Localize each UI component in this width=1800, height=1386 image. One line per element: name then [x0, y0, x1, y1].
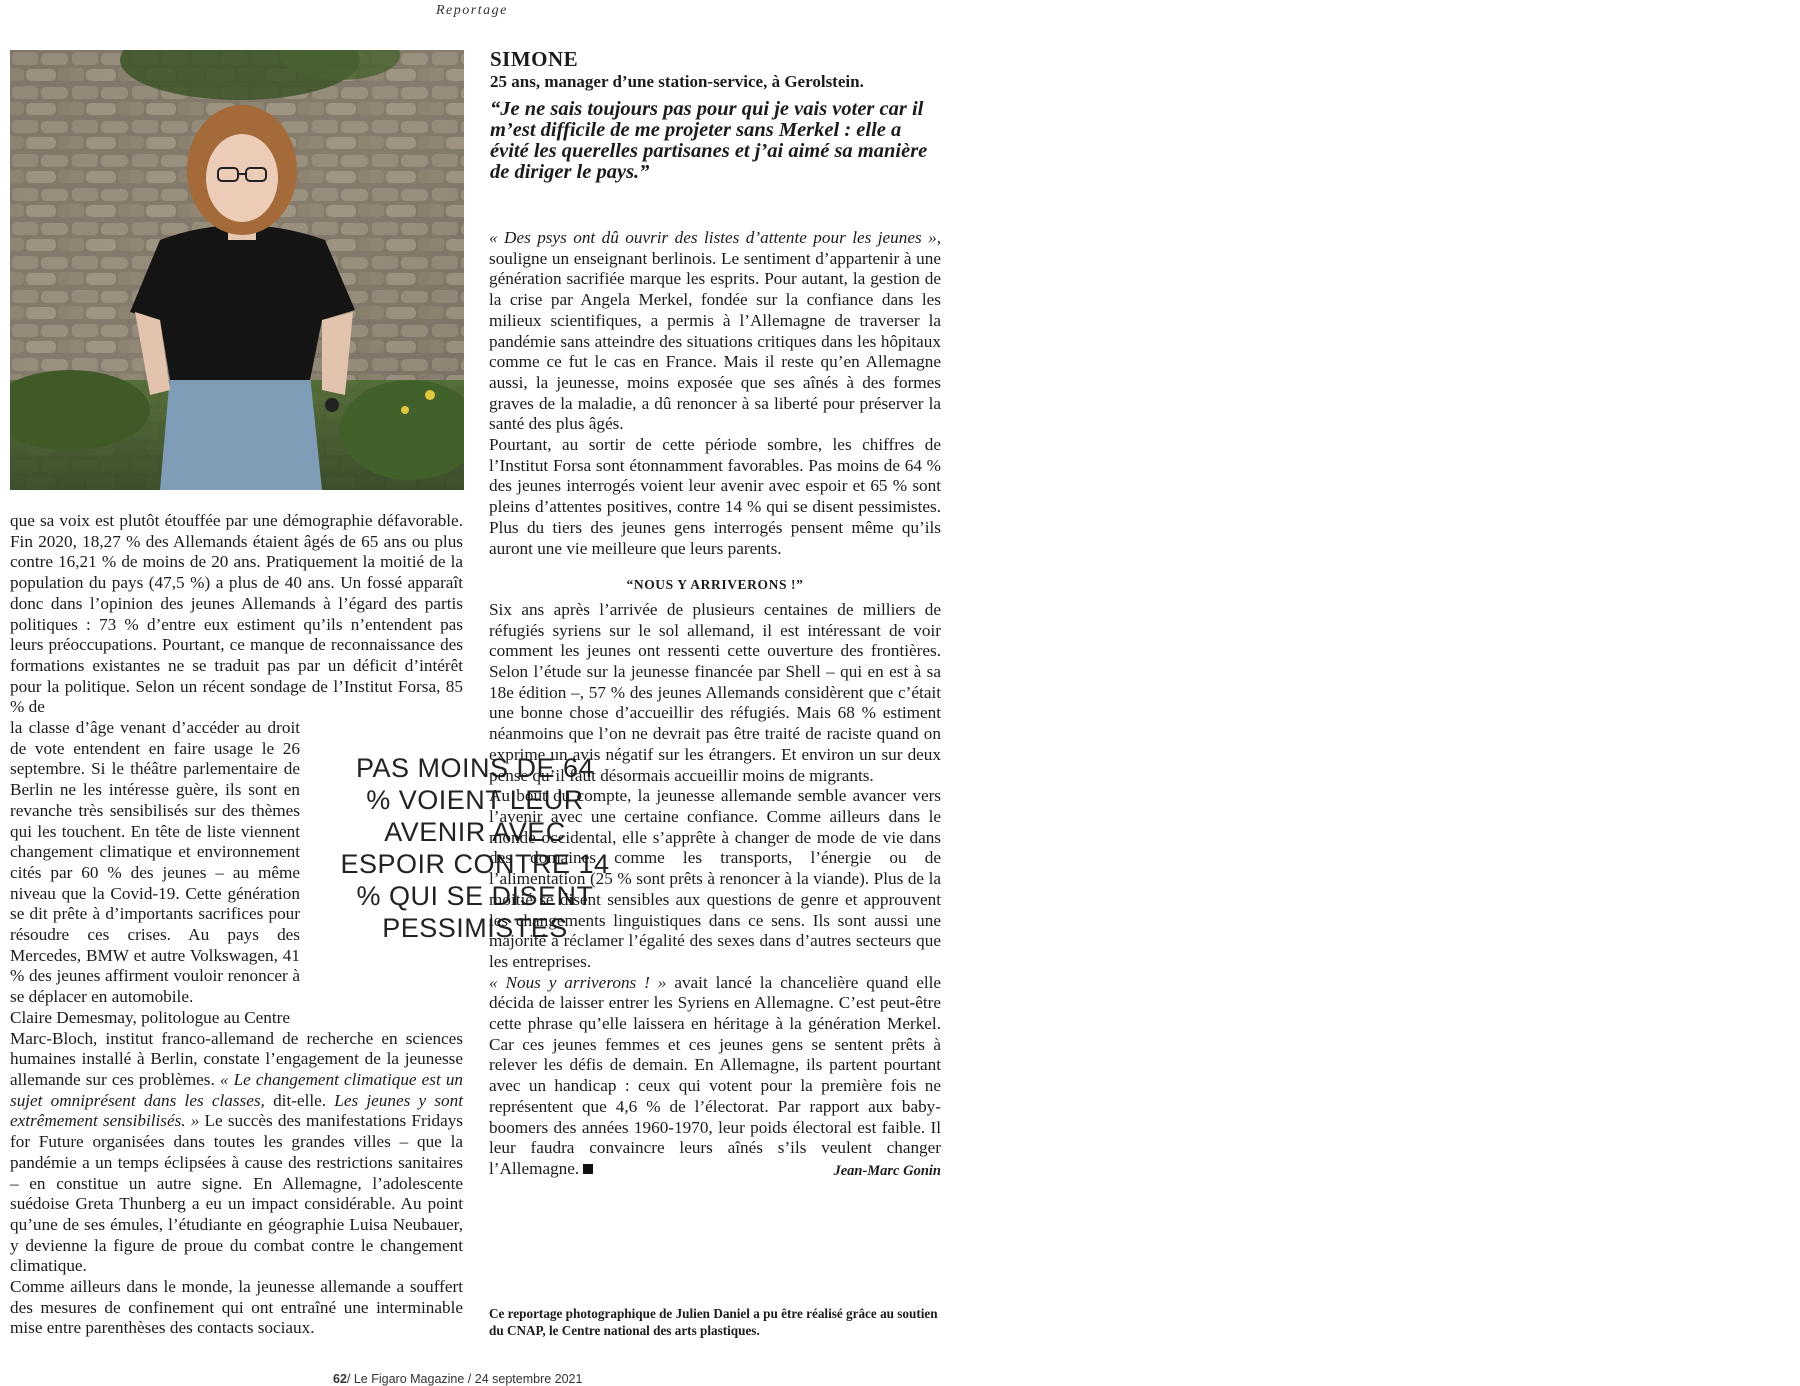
end-mark-icon — [583, 1164, 593, 1174]
page-number: 62 — [333, 1372, 347, 1386]
paragraph: Comme ailleurs dans le monde, la jeunesse allemande a souffert des mesures de confinement qui ont entraîné une interminable mise entre parenthèses des contacts sociaux. — [10, 1277, 463, 1338]
paragraph: que sa voix est plutôt étouffée par une démographie défavorable. Fin 2020, 18,27 % des Allemands étaient âgés de 65 ans ou plus contre 16,21 % de moins de 20 ans. Pratiquement la moitié de la population du pays (47,5 %) a plus de 40 ans. Un fossé apparaît donc dans l’opinion des jeunes Allemands à l’égard des partis politiques : 73 % d’entre eux estiment qu’ils n’entendent pas leurs préoccupations. Pourtant, ce manque de reconnaissance des formations existantes ne se traduit pas par un déficit d’intérêt pour la politique. Selon un récent sondage de l’Institut Forsa, 85 % de — [10, 511, 463, 717]
profile-name: SIMONE — [490, 47, 579, 71]
paragraph — [489, 973, 941, 1180]
quote-run: « Nous y arriverons ! » — [489, 972, 667, 992]
paragraph: la classe d’âge venant d’accéder au droit de vote entendent en faire usage le 26 septembre. Si le théâtre parlementaire de Berlin ne les intéresse guère, ils sont en revanche très sensibilisés sur des thèmes qui les touchent. En tête de liste viennent changement climatique et environnement cités par 60 % des jeunes – au même niveau que la Covid-19. Cette génération se dit prête à d’importants sacrifices pour résoudre ces crises. Au pays des Mercedes, BMW et autre Volkswagen, 41 % des jeunes affirment vouloir renoncer à se déplacer en automobile. — [10, 718, 300, 1007]
article-column-right — [489, 228, 941, 1182]
section-rubric: Reportage — [436, 3, 508, 18]
paragraph: Six ans après l’arrivée de plusieurs centaines de milliers de réfugiés syriens sur le sol allemand, il est intéressant de voir comment les jeunes ont ressenti cette ouverture des frontières. Selon l’étude sur la jeunesse financée par Shell – qui en est à sa 18e édition –, 57 % des jeunes Allemands considèrent que c’était une bonne chose d’accueillir des réfugiés. Mais 68 % estiment néanmoins que l’on ne devrait pas être traité de raciste quand on exprime un avis négatif sur les étrangers. Et environ un sur deux pense qu’il faut désormais accueillir moins de migrants. — [489, 599, 941, 785]
paragraph — [10, 1029, 463, 1277]
pull-quote: PAS MOINS DE 64 % VOIENT LEUR AVENIR AVEC ESPOIR CONTRE 14 % QUI SE DISENT PESSIMISTES — [340, 753, 610, 943]
text-run: Marc-Bloch, institut franco-allemand de recherche en sciences humaines installé à Berlin, constate l’engagement de la jeunesse allemande sur ces problèmes. — [10, 1028, 463, 1089]
text-run: avait lancé la chancelière quand elle décida de laisser entrer les Syriens en Allemagne. C’est peut-être cette phrase qu’elle laissera en héritage à la génération Merkel. Car ces jeunes femmes et ces jeunes gens se sentent prêts à relever les défis de demain. En Allemagne, ils partent pourtant avec un handicap : ceux qui votent pour la première fois ne représentent que 4,6 % de l’électorat. Par rapport aux baby-boomers des années 1960-1970, leur poids électoral est faible. Il leur faudra convaincre leurs aînés s’ils veulent changer l’Allemagne. — [489, 972, 942, 1178]
paragraph: Pourtant, au sortir de cette période sombre, les chiffres de l’Institut Forsa sont étonnamment favorables. Pas moins de 64 % des jeunes interrogés voient leur avenir avec espoir et 65 % sont pleins d’attentes positives, contre 14 % qui se disent pessimistes. Plus du tiers des jeunes gens interrogés pensent même qu’ils auront une vie meilleure que leurs parents. — [489, 435, 941, 558]
subheading: “NOUS Y ARRIVERONS !” — [626, 577, 804, 593]
profile-quote: “Je ne sais toujours pas pour qui je vais voter car il m’est difficile de me projeter sans Merkel : elle a évité les querelles partisanes et j’ai aimé sa manière de diriger le pays.” — [490, 98, 928, 183]
profile-box — [490, 48, 950, 183]
photo-credit: Ce reportage photographique de Julien Daniel a pu être réalisé grâce au soutien du CNAP, le Centre national des arts plastiques. — [489, 1306, 938, 1338]
author-signature: Jean-Marc Gonin — [833, 1162, 941, 1179]
text-run: dit-elle. — [264, 1090, 335, 1110]
paragraph: Claire Demesmay, politologue au Centre — [10, 1007, 291, 1027]
text-run: souligne un enseignant berlinois. Le sentiment d’appartenir à une génération sacrifiée marque les esprits. Pour autant, la gestion de la crise par Angela Merkel, fondée sur la confiance dans les milieux scientifiques, a permis à l’Allemagne de traverser la pandémie sans atteindre des situations critiques dans les hôpitaux comme ce fut le cas en France. Mais il reste qu’en Allemagne aussi, la jeunesse, moins exposée que ses aînés à des formes graves de la maladie, a dû renoncer à sa liberté pour préserver la santé des plus âgés. — [489, 248, 941, 434]
quote-run: « Des psys ont dû ouvrir des listes d’attente pour les jeunes », — [489, 228, 941, 247]
text-run: Le succès des manifestations Fridays for Future organisées dans toutes les grandes villes – que la pandémie a un temps éclipsées à cause des restrictions sanitaires – en constitue un autre signe. En Allemagne, l’adolescente suédoise Greta Thunberg a eu un impact considérable. Au point qu’une de ses émules, l’étudiante en géographie Luisa Neubauer, y devienne la figure de proue du combat contre le changement climatique. — [10, 1111, 463, 1276]
quote-run: « Le changement climatique est un sujet omniprésent dans les classes, — [10, 1069, 464, 1110]
quote-run: Les jeunes y sont extrêmement sensibilisés. » — [10, 1090, 463, 1131]
paragraph — [489, 228, 941, 435]
publication-line: / Le Figaro Magazine / 24 septembre 2021 — [346, 1372, 583, 1386]
page-footer — [333, 1372, 582, 1386]
profile-description: 25 ans, manager d’une station-service, à Gerolstein. — [490, 72, 864, 91]
paragraph: Au bout du compte, la jeunesse allemande semble avancer vers l’avenir avec une certaine confiance. Comme ailleurs dans le monde occidental, elle s’apprête à changer de mode de vie dans des domaines comme les transports, l’énergie ou de l’alimentation (25 % sont prêts à renoncer à la viande). Plus de la moitié se disent sensibles aux questions de genre et approuvent les changements linguistiques dans ce sens. Ils sont aussi une majorité à réclamer l’égalité des sexes dans d’autres secteurs que les entreprises. — [489, 786, 941, 971]
portrait-photo — [10, 50, 464, 490]
